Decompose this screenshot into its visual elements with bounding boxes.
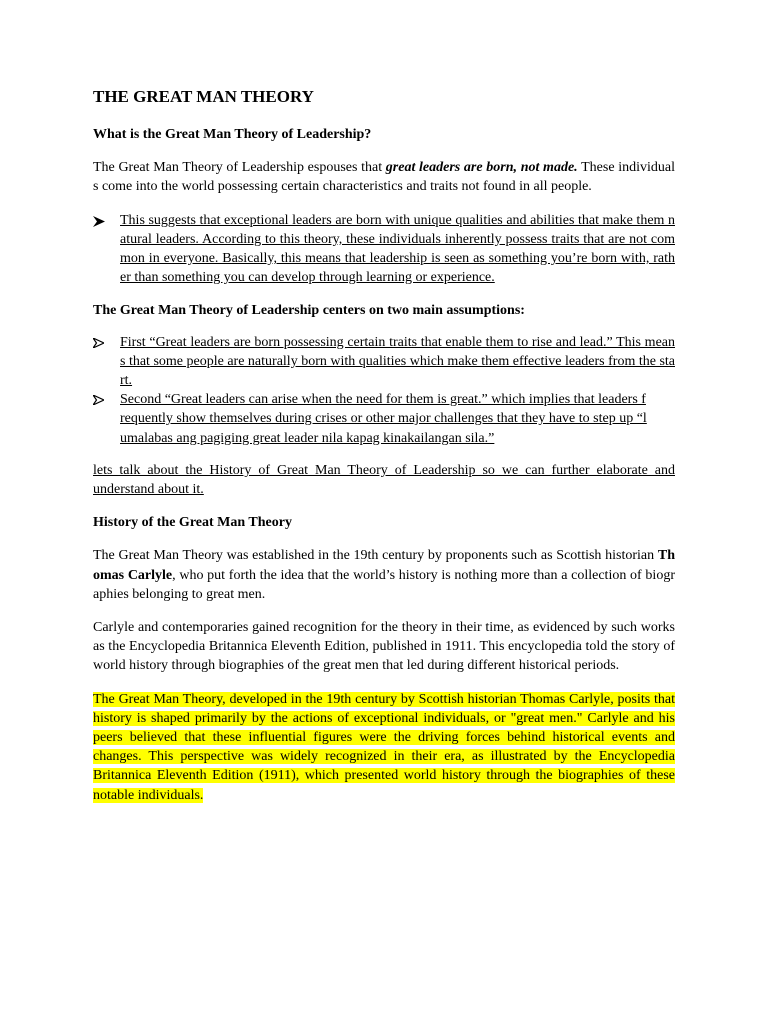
explanation-bullet-list bbox=[93, 211, 675, 288]
intro-text-before: The Great Man Theory of Leadership espouses that bbox=[93, 160, 386, 176]
document-title: THE GREAT MAN THEORY bbox=[93, 87, 314, 106]
history-text-before: The Great Man Theory was established in the 19th century by proponents such as Scottish historian bbox=[93, 548, 658, 564]
history-heading: History of the Great Man Theory bbox=[93, 515, 292, 531]
history-paragraph-2: Carlyle and contemporaries gained recognition for the theory in their time, as evidenced by such works as the Encyclopedia Britannica Eleventh Edition, published in 1911. This encyclopedia told the story of world history through biographies of the great men that led during different historical periods. bbox=[93, 620, 675, 674]
transition-paragraph: lets talk about the History of Great Man Theory of Leadership so we can further elaborate and understand about it. bbox=[93, 462, 675, 498]
arrowhead-bullet-icon bbox=[93, 333, 107, 352]
highlighted-summary-paragraph bbox=[93, 690, 675, 805]
list-item bbox=[93, 390, 675, 448]
history-text-after: , who put forth the idea that the world’s history is nothing more than a collection of biographies belonging to great men. bbox=[93, 567, 675, 602]
list-item bbox=[93, 333, 675, 391]
arrowhead-bullet-icon bbox=[93, 390, 107, 409]
history-paragraph-1 bbox=[93, 546, 675, 604]
assumptions-list bbox=[93, 333, 675, 448]
assumption-second-text: Second “Great leaders can arise when the need for them is great.” which implies that leaders frequently show themselves during crises or other major challenges that they have to step up “lumalabas ang pagiging great leader nila kapag kinakailangan sila.” bbox=[120, 392, 647, 446]
highlighted-summary-text: The Great Man Theory, developed in the 19th century by Scottish historian Thomas Carlyle, posits that history is shaped primarily by the actions of exceptional individuals, or "great men." Carlyle and his peers believed that these influential figures were the driving forces behind historical events and changes. This perspective was widely recognized in their era, as illustrated by the Encyclopedia Britannica Eleventh Edition (1911), which presented world history through the biographies of these notable individuals. bbox=[93, 691, 675, 803]
arrowhead-bullet-icon bbox=[93, 211, 107, 230]
assumption-first-text: First “Great leaders are born possessing certain traits that enable them to rise and lead.” This means that some people are naturally born with qualities which make them effective leaders from the start. bbox=[120, 334, 675, 389]
intro-emphasis: great leaders are born, not made. bbox=[385, 160, 578, 176]
historian-name: Thomas Carlyle bbox=[93, 548, 675, 583]
list-item bbox=[93, 211, 675, 288]
assumptions-heading: The Great Man Theory of Leadership centers on two main assumptions: bbox=[93, 303, 525, 319]
intro-text-after: These individuals come into the world possessing certain characteristics and traits not found in all people. bbox=[93, 160, 675, 195]
intro-paragraph bbox=[93, 158, 675, 196]
bullet-text: This suggests that exceptional leaders are born with unique qualities and abilities that make them natural leaders. According to this theory, these individuals inherently possess traits that are not common in everyone. Basically, this means that leadership is seen as something you’re born with, rather than something you can develop through learning or experience. bbox=[120, 212, 675, 286]
document-page bbox=[93, 86, 675, 805]
question-heading: What is the Great Man Theory of Leadership? bbox=[93, 127, 372, 142]
